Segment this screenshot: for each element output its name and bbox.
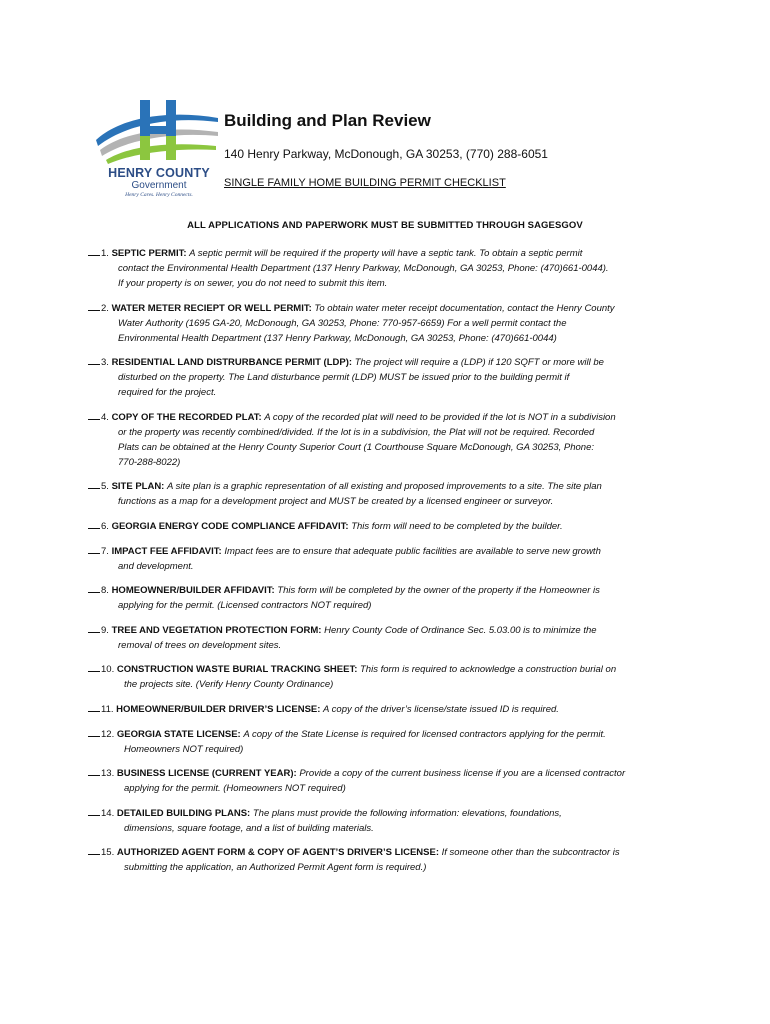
checklist-item-label: BUSINESS LICENSE (CURRENT YEAR): xyxy=(116,768,300,780)
checklist-item-continuation: applying for the permit. (Homeowners NOT required) xyxy=(124,783,346,795)
checklist-item-continuation: Homeowners NOT required) xyxy=(124,743,244,755)
checkbox-blank-line xyxy=(88,583,100,593)
checklist-items xyxy=(88,246,688,885)
checklist-item xyxy=(88,806,688,836)
checklist-item-description: This form will need to be completed by the builder. xyxy=(351,520,563,532)
checklist-item xyxy=(88,727,688,757)
checklist-item-continuation: required for the project. xyxy=(118,387,217,399)
checklist-item-continuation: applying for the permit. (Licensed contractors NOT required) xyxy=(118,600,372,612)
checklist-item-label: HOMEOWNER/BUILDER AFFIDAVIT: xyxy=(111,585,278,597)
checklist-item-first-line xyxy=(88,845,688,860)
checklist-item-label: GEORGIA STATE LICENSE: xyxy=(116,728,244,740)
checklist-item-first-line xyxy=(88,355,688,370)
checkbox-blank-line xyxy=(88,246,100,256)
checklist-item-description: A copy of the State License is required for licensed contractors applying for the permit. xyxy=(243,728,606,740)
checklist-item xyxy=(88,544,688,574)
checklist-item xyxy=(88,623,688,653)
checklist-item-continuation: Plats can be obtained at the Henry County Superior Court (1 Courthouse Square McDonough, GA 30253, Phone: xyxy=(118,441,594,453)
logo-h-emblem-icon xyxy=(92,96,220,176)
checklist-item-description: A site plan is a graphic representation of all existing and proposed improvements to a site. The site plan xyxy=(166,481,602,493)
checklist-item-first-line xyxy=(88,246,688,261)
checklist-item-continuation: If your property is on sewer, you do not need to submit this item. xyxy=(118,278,388,289)
checklist-item-label: HOMEOWNER/BUILDER DRIVER’S LICENSE: xyxy=(116,703,324,715)
checklist-item-first-line xyxy=(88,702,688,717)
checkbox-blank-line xyxy=(88,410,100,420)
checkbox-blank-line xyxy=(88,662,100,672)
checkbox-blank-line xyxy=(88,623,100,633)
checklist-item-description: This form will be completed by the owner of the property if the Homeowner is xyxy=(277,585,600,597)
checklist-item xyxy=(88,583,688,613)
checklist-item-first-line xyxy=(88,623,688,638)
checklist-item-continuation: removal of trees on development sites. xyxy=(118,639,282,651)
checklist-item-description: A copy of the driver’s license/state issued ID is required. xyxy=(323,703,559,715)
checklist-item-continuation: or the property was recently combined/divided. If the lot is in a subdivision, the Plat will not be required. Recorded xyxy=(118,426,595,438)
checklist-item-label: GEORGIA ENERGY CODE COMPLIANCE AFFIDAVIT: xyxy=(111,520,352,532)
checklist-item-continuation: submitting the application, an Authorized Permit Agent form is required.) xyxy=(124,862,427,874)
checklist-item-description: The plans must provide the following information: elevations, foundations, xyxy=(252,807,562,819)
checklist-item-number: 7. xyxy=(101,545,112,557)
checklist-item-continuation: Environmental Health Department (137 Henry Parkway, McDonough, GA 30253, Phone: (470)661-0044) xyxy=(118,332,557,344)
checklist-item-first-line xyxy=(88,766,688,781)
checklist-item xyxy=(88,519,688,534)
checklist-item-number: 8. xyxy=(101,585,112,597)
checklist-item-number: 14. xyxy=(101,807,117,819)
checklist-item-first-line xyxy=(88,519,688,534)
checklist-item-number: 9. xyxy=(101,624,112,636)
checkbox-blank-line xyxy=(88,727,100,737)
checklist-item-description: Provide a copy of the current business license if you are a licensed contractor xyxy=(299,768,626,780)
checklist-item-number: 4. xyxy=(101,411,112,423)
checklist-item-label: SEPTIC PERMIT: xyxy=(111,248,190,259)
checklist-item xyxy=(88,301,688,346)
logo-government-text: Government xyxy=(131,180,187,191)
checklist-item-description: This form is required to acknowledge a construction burial on xyxy=(360,664,617,676)
checkbox-blank-line xyxy=(88,702,100,712)
checklist-item-number: 1. xyxy=(101,248,112,259)
checklist-item-description: To obtain water meter receipt documentation, contact the Henry County xyxy=(314,302,615,314)
logo-county-name: HENRY COUNTY xyxy=(108,166,210,180)
checkbox-blank-line xyxy=(88,479,100,489)
checklist-item-number: 13. xyxy=(101,768,117,780)
checklist-item-first-line xyxy=(88,479,688,494)
checklist-item-continuation: the projects site. (Verify Henry County Ordinance) xyxy=(124,679,334,691)
checkbox-blank-line xyxy=(88,544,100,554)
checklist-item-first-line xyxy=(88,583,688,598)
checklist-item-description: A copy of the recorded plat will need to be provided if the lot is NOT in a subdivision xyxy=(264,411,616,423)
checklist-item xyxy=(88,845,688,875)
checkbox-blank-line xyxy=(88,355,100,365)
checklist-item-label: COPY OF THE RECORDED PLAT: xyxy=(111,411,265,423)
checklist-item-number: 12. xyxy=(101,728,117,740)
checklist-item-description: Impact fees are to ensure that adequate public facilities are available to serve new growth xyxy=(224,545,601,557)
checklist-item-number: 15. xyxy=(101,847,117,859)
checklist-item-first-line xyxy=(88,727,688,742)
checklist-item-number: 5. xyxy=(101,481,112,493)
checklist-item-label: RESIDENTIAL LAND DISTRURBANCE PERMIT (LDP): xyxy=(111,357,355,369)
checklist-item xyxy=(88,766,688,796)
checklist-item-continuation: contact the Environmental Health Department (137 Henry Parkway, McDonough, GA 30253, Phone: (470)661-0044). xyxy=(118,263,609,274)
checklist-item-description: The project will require a (LDP) if 120 SQFT or more will be xyxy=(354,357,604,369)
document-header xyxy=(224,110,548,190)
checklist-item-continuation: and development. xyxy=(118,560,194,572)
checklist-item-first-line xyxy=(88,806,688,821)
submission-notice: ALL APPLICATIONS AND PAPERWORK MUST BE SUBMITTED THROUGH SAGESGOV xyxy=(187,220,583,231)
checklist-item-description: A septic permit will be required if the property will have a septic tank. To obtain a septic permit xyxy=(189,248,583,259)
checklist-item-first-line xyxy=(88,662,688,677)
checkbox-blank-line xyxy=(88,766,100,776)
checklist-item-continuation: disturbed on the property. The Land disturbance permit (LDP) MUST be issued prior to the building permit if xyxy=(118,372,570,384)
checklist-item-continuation: dimensions, square footage, and a list of building materials. xyxy=(124,822,374,834)
checklist-item xyxy=(88,410,688,470)
checklist-item-first-line xyxy=(88,301,688,316)
checklist-item-number: 6. xyxy=(101,520,112,532)
checklist-item-label: DETAILED BUILDING PLANS: xyxy=(116,807,253,819)
checklist-item-continuation: functions as a map for a development project and MUST be created by a licensed engineer or surveyor. xyxy=(118,496,554,508)
checklist-item-label: AUTHORIZED AGENT FORM & COPY OF AGENT’S DRIVER’S LICENSE: xyxy=(116,847,442,859)
checklist-item xyxy=(88,662,688,692)
checklist-item-label: SITE PLAN: xyxy=(111,481,167,493)
checklist-item-first-line xyxy=(88,544,688,559)
checklist-item xyxy=(88,479,688,509)
checklist-item-label: IMPACT FEE AFFIDAVIT: xyxy=(111,545,225,557)
checkbox-blank-line xyxy=(88,301,100,311)
checkbox-blank-line xyxy=(88,806,100,816)
page-title: Building and Plan Review xyxy=(224,111,431,130)
checklist-item-description: If someone other than the subcontractor is xyxy=(441,847,620,859)
checklist-item-continuation: 770-288-8022) xyxy=(118,456,181,468)
checklist-title: SINGLE FAMILY HOME BUILDING PERMIT CHECKLIST xyxy=(224,177,506,189)
checkbox-blank-line xyxy=(88,845,100,855)
checklist-item xyxy=(88,702,688,717)
checklist-item-label: CONSTRUCTION WASTE BURIAL TRACKING SHEET: xyxy=(116,664,360,676)
checklist-item-label: WATER METER RECIEPT OR WELL PERMIT: xyxy=(111,302,315,314)
logo-tagline: Henry Cares. Henry Connects. xyxy=(125,192,193,198)
checklist-item-description: Henry County Code of Ordinance Sec. 5.03.00 is to minimize the xyxy=(324,624,597,636)
checklist-item-number: 10. xyxy=(101,664,117,676)
checklist-item-number: 2. xyxy=(101,302,112,314)
checklist-item xyxy=(88,355,688,400)
checklist-item-first-line xyxy=(88,410,688,425)
checklist-item-number: 11. xyxy=(101,703,117,715)
office-address: 140 Henry Parkway, McDonough, GA 30253, (770) 288-6051 xyxy=(224,147,548,161)
checklist-item xyxy=(88,246,688,291)
checklist-item-number: 3. xyxy=(101,357,112,369)
checklist-item-label: TREE AND VEGETATION PROTECTION FORM: xyxy=(111,624,325,636)
county-logo xyxy=(92,96,220,204)
checklist-item-continuation: Water Authority (1695 GA-20, McDonough, GA 30253, Phone: 770-957-6659) For a well permit contact the xyxy=(118,317,567,329)
checkbox-blank-line xyxy=(88,519,100,529)
